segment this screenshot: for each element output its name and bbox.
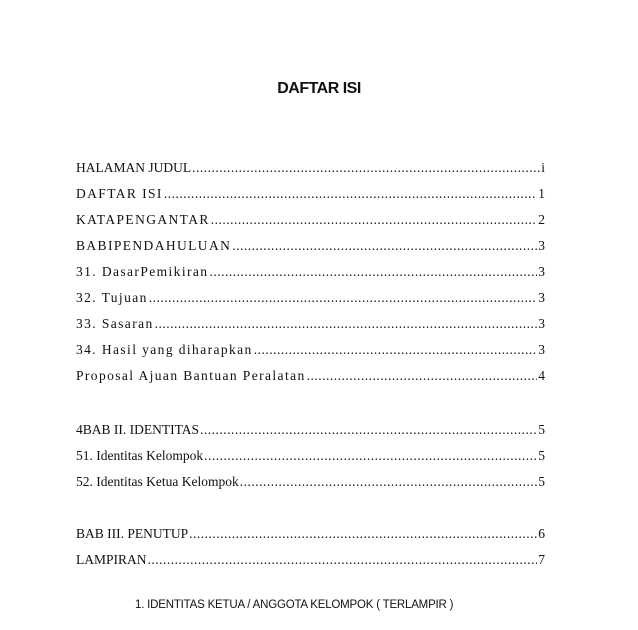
toc-entry-proposal [76,368,545,388]
dot-leader [240,474,538,490]
dot-leader [148,552,538,568]
toc-entry-page: 3 [538,290,545,305]
dot-leader [232,238,537,254]
toc-entry-page: 5 [538,448,545,463]
toc-entry-page: 1 [538,186,545,201]
toc-entry-halaman-judul [76,160,545,180]
toc-entry-lampiran [76,552,545,572]
toc-entry-label: 4BAB II. IDENTITAS [76,422,200,437]
dot-leader [164,186,537,202]
toc-entry-page: 2 [538,212,545,227]
toc-entry-bab-ii [76,422,545,442]
dot-leader [192,160,540,176]
dot-leader [209,264,537,280]
toc-entry-identitas-kelompok [76,448,545,468]
toc-entry-label: BAB III. PENUTUP [76,526,189,541]
footer-note: 1. IDENTITAS KETUA / ANGGOTA KELOMPOK ( TERLAMPIR ) [135,599,454,611]
dot-leader [204,448,537,464]
toc-entry-page: 3 [538,238,545,253]
toc-entry-page: 4 [538,368,545,383]
dot-leader [189,526,537,542]
toc-entry-hasil [76,342,545,362]
toc-entry-label: 32. Tujuan [76,290,148,305]
toc-entry-kata-pengantar [76,212,545,232]
toc-entry-tujuan [76,290,545,310]
toc-entry-page: i [541,160,545,175]
toc-entry-label: 52. Identitas Ketua Kelompok [76,474,239,489]
dot-leader [254,342,538,358]
toc-entry-page: 5 [538,422,545,437]
toc-entry-identitas-ketua [76,474,545,494]
toc-entry-page: 3 [538,342,545,357]
toc-entry-page: 3 [538,316,545,331]
toc-entry-label: Proposal Ajuan Bantuan Peralatan [76,368,306,383]
dot-leader [211,212,537,228]
toc-entry-bab-iii [76,526,545,546]
toc-entry-page: 7 [538,552,545,567]
toc-entry-daftar-isi [76,186,545,206]
toc-entry-dasar-pemikiran [76,264,545,284]
toc-entry-page: 5 [538,474,545,489]
dot-leader [155,316,538,332]
dot-leader [307,368,538,384]
toc-entry-page: 6 [538,526,545,541]
dot-leader [149,290,537,306]
page-title: DAFTAR ISI [277,80,361,97]
toc-entry-sasaran [76,316,545,336]
toc-entry-page: 3 [538,264,545,279]
toc-entry-label: KATAPENGANTAR [76,212,210,227]
toc-entry-label: DAFTAR ISI [76,186,163,201]
toc-entry-bab-i [76,238,545,258]
toc-entry-label: BABIPENDAHULUAN [76,238,232,253]
dot-leader [200,422,537,438]
toc-entry-label: 31. DasarPemikiran [76,264,209,279]
toc-entry-label: LAMPIRAN [76,552,147,567]
toc-entry-label: HALAMAN JUDUL [76,160,192,175]
toc-entry-label: 33. Sasaran [76,316,154,331]
toc-entry-label: 34. Hasil yang diharapkan [76,342,253,357]
toc-entry-label: 51. Identitas Kelompok [76,448,204,463]
